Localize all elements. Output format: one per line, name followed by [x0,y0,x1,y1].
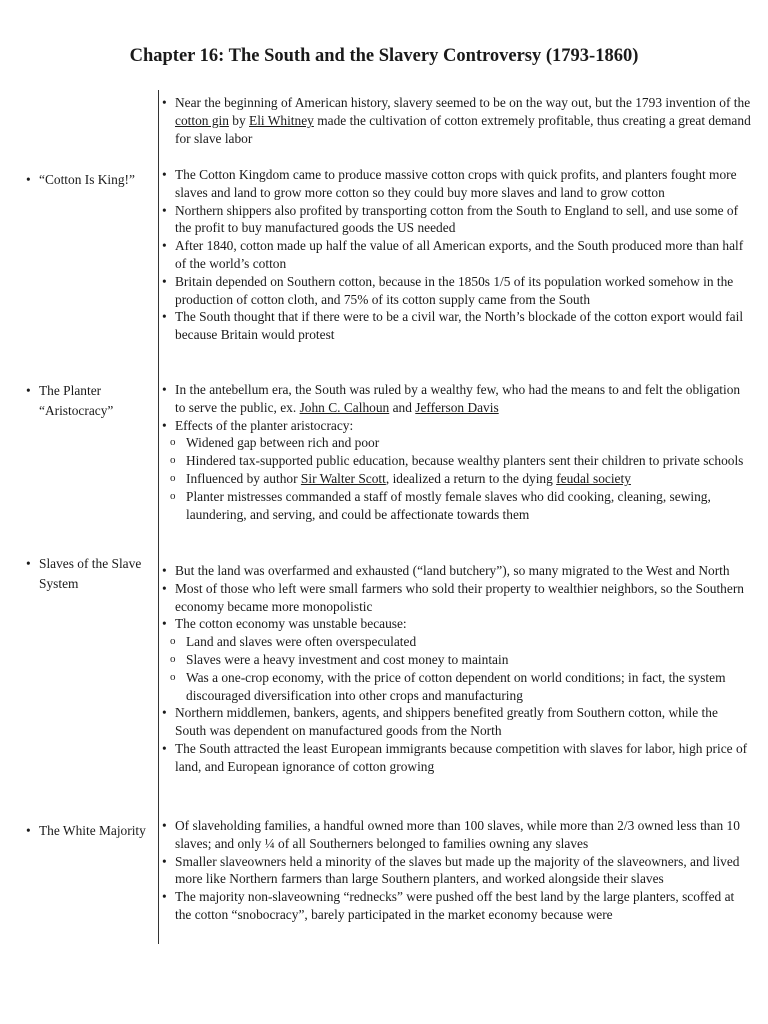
bullet-marker: • [162,853,167,869]
note-text: Widened gap between rich and poor [186,435,380,451]
bullet-marker: • [162,202,167,218]
bullet-marker: • [26,383,31,398]
note-item [162,417,752,435]
sub-bullet-marker: o [170,489,176,502]
sub-note-item [162,669,752,705]
bullet-marker: • [162,417,167,433]
bullet-marker: • [162,382,167,397]
note-text: Northern middlemen, bankers, agents, and shippers benefited greatly from Southern cotton, while the South was dependent on manufactured goods from the North [175,705,718,739]
note-item [162,615,752,633]
note-text: But the land was overfarmed and exhausted (“land butchery”), so many migrated to the West and North [175,563,730,578]
bullet-marker: • [162,616,167,632]
bullet-marker: • [162,563,167,578]
note-text: Land and slaves were often overspeculated [186,634,417,650]
bullet-marker: • [162,705,167,721]
bullet-marker: • [162,818,167,833]
section-topic [26,381,154,420]
note-text: The South thought that if there were to be a civil war, the North’s blockade of the cotton export would fail because Britain would protest [175,309,744,343]
sub-bullet-marker: o [170,670,176,683]
underlined-term: feudal society [556,470,631,486]
note-item [162,381,752,417]
note-text: Hindered tax-supported public education, because wealthy planters sent their children to private schools [186,453,744,469]
note-text: by [228,112,250,128]
note-text: The South attracted the least European immigrants because competition with slaves for labor, high price of land, and European ignorance of cotton growing [175,740,748,774]
sub-bullet-marker: o [170,454,176,467]
section-notes [162,94,752,147]
note-text: The majority non-slaveowning “rednecks” were pushed off the best land by the large planters, scoffed at the cotton “snobocracy”, barely participated in the market economy because were [175,889,735,922]
bullet-marker: • [162,309,167,325]
note-text: After 1840, cotton made up half the value of all American exports, and the South produced more than half of the world’s cotton [175,238,744,271]
sub-note-item [162,488,752,524]
sub-bullet-marker: o [170,436,176,449]
note-text: and [389,399,416,415]
sub-note-item [162,434,752,452]
underlined-term: John C. Calhoun [299,399,390,415]
bullet-marker: • [162,167,167,182]
topic-label: “Cotton Is King!” [39,172,135,187]
note-text: Planter mistresses commanded a staff of mostly female slaves who did cooking, cleaning, sewing, laundering, and serving, and could be affectionate towards them [186,488,711,522]
column-divider [158,90,159,944]
bullet-marker: • [26,823,31,838]
note-item [162,94,752,147]
note-text: Most of those who left were small farmers who sold their property to wealthier neighbors, so the Southern economy became more monopolistic [175,580,744,614]
bullet-marker: • [162,273,167,289]
note-item [162,704,752,740]
note-text: The Cotton Kingdom came to produce massive cotton crops with quick profits, and planters fought more slaves and land to grow more cotton so they could buy more slaves and land to grow cotton [175,167,737,200]
note-text: Northern shippers also profited by transporting cotton from the South to England to sell, and use some of the profit to buy manufactured goods the US needed [175,202,739,236]
sub-note-item [162,470,752,488]
topic-label: Slaves of the Slave System [39,556,142,591]
note-text: Near the beginning of American history, slavery seemed to be on the way out, but the 1793 invention of the [175,95,751,110]
note-text: Effects of the planter aristocracy: [175,417,354,433]
note-text: Influenced by author [186,470,301,486]
note-item [162,888,752,924]
note-text: The cotton economy was unstable because: [175,616,407,632]
note-text: Of slaveholding families, a handful owned more than 100 slaves, while more than 2/3 owned less than 10 slaves; and only ¼ of all Southerners belonged to families owning any slaves [175,818,740,851]
bullet-marker: • [162,889,167,905]
note-item [162,237,752,273]
bullet-marker: • [26,172,31,187]
sub-bullet-marker: o [170,471,176,484]
page-title: Chapter 16: The South and the Slavery Controversy (1793-1860) [129,46,639,66]
section-notes [162,562,752,776]
bullet-marker: • [162,580,167,596]
bullet-marker: • [26,556,31,571]
note-text: Smaller slaveowners held a minority of the slaves but made up the majority of the slaveowners, and lived more like Northern farmers than large Southern planters, and worked alongside their slaves [175,853,740,887]
sub-bullet-marker: o [170,635,176,648]
underlined-term: Eli Whitney [249,112,314,128]
note-item [162,580,752,616]
note-item [162,853,752,889]
note-text: Slaves were a heavy investment and cost money to maintain [186,651,509,667]
note-item [162,202,752,238]
note-text: , idealized a return to the dying [385,470,557,486]
topic-label: The Planter “Aristocracy” [39,383,114,418]
section-topic [26,821,154,841]
note-item [162,562,752,580]
sub-note-item [162,651,752,669]
note-item [162,740,752,776]
section-topic [26,554,154,593]
section-notes [162,381,752,523]
section-notes [162,166,752,344]
underlined-term: cotton gin [175,112,229,128]
bullet-marker: • [162,740,167,756]
sub-note-item [162,452,752,470]
note-item [162,308,752,344]
note-item [162,273,752,309]
underlined-term: Sir Walter Scott [300,470,386,486]
note-text: In the antebellum era, the South was ruled by a wealthy few, who had the means to and felt the obligation to serve the public, ex. [175,382,741,415]
note-item [162,166,752,202]
note-text: Was a one-crop economy, with the price of cotton dependent on world conditions; in fact, the system discouraged diversification into other crops and manufacturing [186,669,726,703]
topic-label: The White Majority [39,823,146,838]
section-topic [26,170,154,190]
bullet-marker: • [162,238,167,254]
sub-note-item [162,633,752,651]
note-text: Britain depended on Southern cotton, because in the 1850s 1/5 of its population worked somehow in the production of cotton cloth, and 75% of its cotton supply came from the South [175,273,734,307]
note-item [162,817,752,853]
bullet-marker: • [162,95,167,110]
note-text: made the cultivation of cotton extremely profitable, thus creating a great demand for slave labor [175,112,751,146]
section-notes [162,817,752,924]
sub-bullet-marker: o [170,652,176,665]
underlined-term: Jefferson Davis [415,399,499,415]
